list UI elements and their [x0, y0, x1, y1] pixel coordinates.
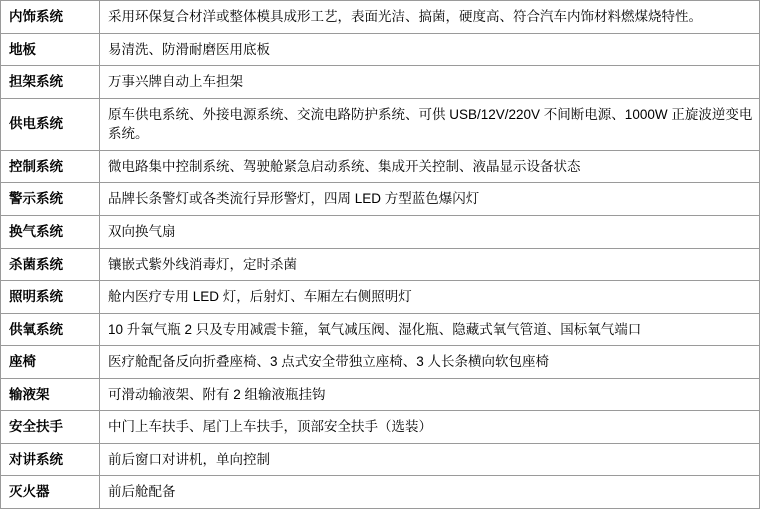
spec-label: 输液架: [1, 378, 100, 411]
table-row: [1, 346, 760, 379]
spec-label: 座椅: [1, 346, 100, 379]
spec-value: 镶嵌式紫外线消毒灯，定时杀菌: [100, 248, 760, 281]
spec-value: 采用环保复合材洋或整体模具成形工艺，表面光洁、搞菌，硬度高、符合汽车内饰材料燃煤烧特性。: [100, 1, 760, 34]
spec-label: 警示系统: [1, 183, 100, 216]
table-row: [1, 66, 760, 99]
spec-label: 照明系统: [1, 281, 100, 314]
spec-label: 灭火器: [1, 476, 100, 509]
table-row: [1, 183, 760, 216]
table-row: [1, 33, 760, 66]
spec-value: 易清洗、防滑耐磨医用底板: [100, 33, 760, 66]
table-row: [1, 248, 760, 281]
spec-label: 内饰系统: [1, 1, 100, 34]
table-row: [1, 281, 760, 314]
table-row: [1, 411, 760, 444]
spec-value: 双向换气扇: [100, 215, 760, 248]
table-row: [1, 378, 760, 411]
spec-label: 供电系统: [1, 98, 100, 150]
spec-label: 地板: [1, 33, 100, 66]
spec-label: 控制系统: [1, 150, 100, 183]
spec-value: 中门上车扶手、尾门上车扶手，顶部安全扶手（选装）: [100, 411, 760, 444]
spec-value: 可滑动输液架、附有 2 组输液瓶挂钩: [100, 378, 760, 411]
spec-label: 安全扶手: [1, 411, 100, 444]
spec-label: 供氧系统: [1, 313, 100, 346]
spec-value: 品牌长条警灯或各类流行异形警灯，四周 LED 方型蓝色爆闪灯: [100, 183, 760, 216]
spec-label: 换气系统: [1, 215, 100, 248]
table-row: [1, 1, 760, 34]
spec-value: 前后舱配备: [100, 476, 760, 509]
spec-value: 微电路集中控制系统、驾驶舱紧急启动系统、集成开关控制、液晶显示设备状态: [100, 150, 760, 183]
table-row: [1, 215, 760, 248]
spec-label: 对讲系统: [1, 443, 100, 476]
spec-label: 杀菌系统: [1, 248, 100, 281]
table-row: [1, 443, 760, 476]
table-row: [1, 150, 760, 183]
spec-value: 原车供电系统、外接电源系统、交流电路防护系统、可供 USB/12V/220V 不间断电源、1000W 正旋波逆变电系统。: [100, 98, 760, 150]
spec-table-body: [1, 1, 760, 509]
spec-value: 医疗舱配备反向折叠座椅、3 点式安全带独立座椅、3 人长条横向软包座椅: [100, 346, 760, 379]
table-row: [1, 476, 760, 509]
spec-value: 舱内医疗专用 LED 灯，后射灯、车厢左右侧照明灯: [100, 281, 760, 314]
table-row: [1, 313, 760, 346]
spec-value: 前后窗口对讲机，单向控制: [100, 443, 760, 476]
spec-value: 万事兴牌自动上车担架: [100, 66, 760, 99]
table-row: [1, 98, 760, 150]
spec-value: 10 升氧气瓶 2 只及专用减震卡箍，氧气减压阀、湿化瓶、隐藏式氧气管道、国标氧气端口: [100, 313, 760, 346]
spec-label: 担架系统: [1, 66, 100, 99]
